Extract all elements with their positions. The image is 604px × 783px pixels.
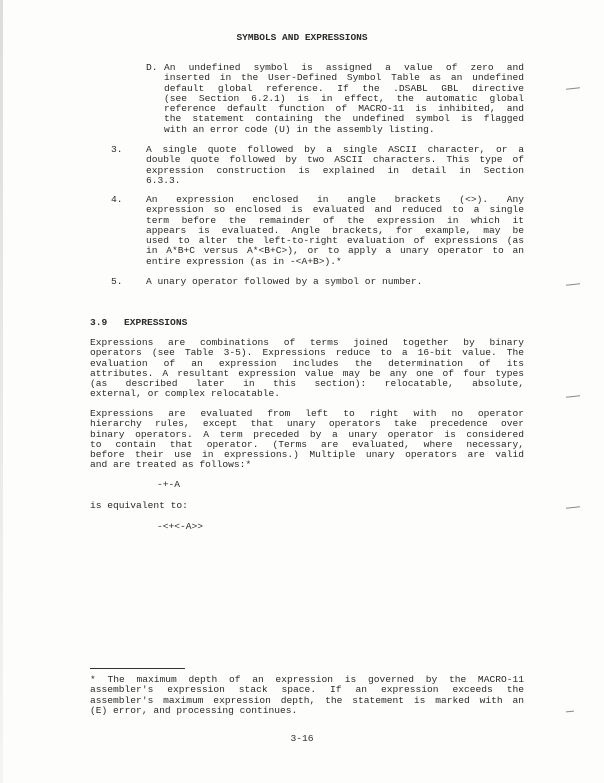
text-line: default global reference. If the .DSABL GBL directive [164,82,524,94]
text-line: before their use in expressions.) Multiple unary operators are valid [90,449,524,461]
text-line: (as described later in this section): relocatable, absolute, [90,378,524,390]
text-line: expression construction is explained in detail in Section [146,164,524,176]
paragraph [90,409,524,471]
text-line: used to alter the left-to-right evaluation of expressions (as [146,235,524,247]
section-number: 3.9 [90,317,108,328]
text-line: double quote followed by two ASCII characters. This type of [146,154,524,166]
text-line: (see Section 6.2.1) is in effect, the automatic global [164,92,524,104]
item-marker: 4. [111,194,123,205]
text-line: binary operators. A term preceded by a unary operator is considered [90,428,524,440]
text-line: in A*B+C versus A*<B+C>), or to apply a unary operator to an [146,245,524,257]
margin-mark [566,395,580,397]
example-expression: -+-A [157,479,181,490]
running-header: SYMBOLS AND EXPRESSIONS [236,32,368,43]
text-line: operators (see Table 3-5). Expressions reduce to a 16-bit value. The [90,347,524,359]
text-line: 6.3.3. [146,174,181,186]
text-line: * The maximum depth of an expression is governed by the MACRO-11 [90,674,524,685]
item-marker: 3. [111,144,123,155]
text-line: inserted in the User-Defined Symbol Table as an undefined [164,72,524,84]
text-line: An expression enclosed in angle brackets (<>). Any [146,194,524,205]
text-line: reference default function of MACRO-11 is inhibited, and [164,103,524,115]
item-5-text [146,277,524,287]
item-marker: 5. [111,276,123,287]
example-expression: -<+<-A>> [157,521,204,532]
footnote [90,675,524,716]
margin-mark [566,283,580,285]
margin-mark [566,87,580,89]
page-number: 3-16 [290,733,314,744]
text-line: assembler's expression stack space. If an expression exceeds the [90,684,524,696]
text-line: assembler's maximum expression depth, the statement is marked with an [90,694,524,706]
item-4-text [146,195,524,267]
text-line: expression so enclosed is evaluated and reduced to a single [146,204,524,216]
text-line: and are treated as follows:* [90,459,252,471]
margin-mark [566,506,580,508]
scan-edge [0,0,3,783]
paragraph [90,338,524,400]
text-line: with an error code (U) in the assembly listing. [164,123,435,135]
item-marker: D. [146,62,158,73]
text-line: hierarchy rules, except that unary operators take precedence over [90,418,524,430]
text-line: evaluation of an expression includes the determination of its [90,357,524,369]
text-line: (E) error, and processing continues. [90,704,298,716]
text-line: A single quote followed by a single ASCII character, or a [146,144,524,155]
text-line: entire expression (as in -<A+B>).* [146,255,342,267]
equivalence-text: is equivalent to: [90,500,188,511]
text-line: term before the remainder of the expression in which it [146,214,524,226]
section-title: EXPRESSIONS [124,317,188,328]
text-line: attributes. A resultant expression value may be any one of four types [90,367,524,379]
text-line: the statement containing the undefined symbol is flagged [164,113,524,125]
margin-mark [566,711,574,713]
text-line: appears is evaluated. Angle brackets, for example, may be [146,224,524,236]
text-line: to contain that operator. (Terms are evaluated, where necessary, [90,438,524,450]
text-line: Expressions are combinations of terms joined together by binary [90,337,524,348]
footnote-rule [90,668,185,669]
item-d-text [164,63,524,135]
text-line: external, or complex relocatable. [90,388,280,400]
text-line: An undefined symbol is assigned a value of zero and [164,62,524,73]
item-3-text [146,145,524,186]
text-line: Expressions are evaluated from left to right with no operator [90,408,524,419]
text-line: A unary operator followed by a symbol or number. [146,276,423,287]
